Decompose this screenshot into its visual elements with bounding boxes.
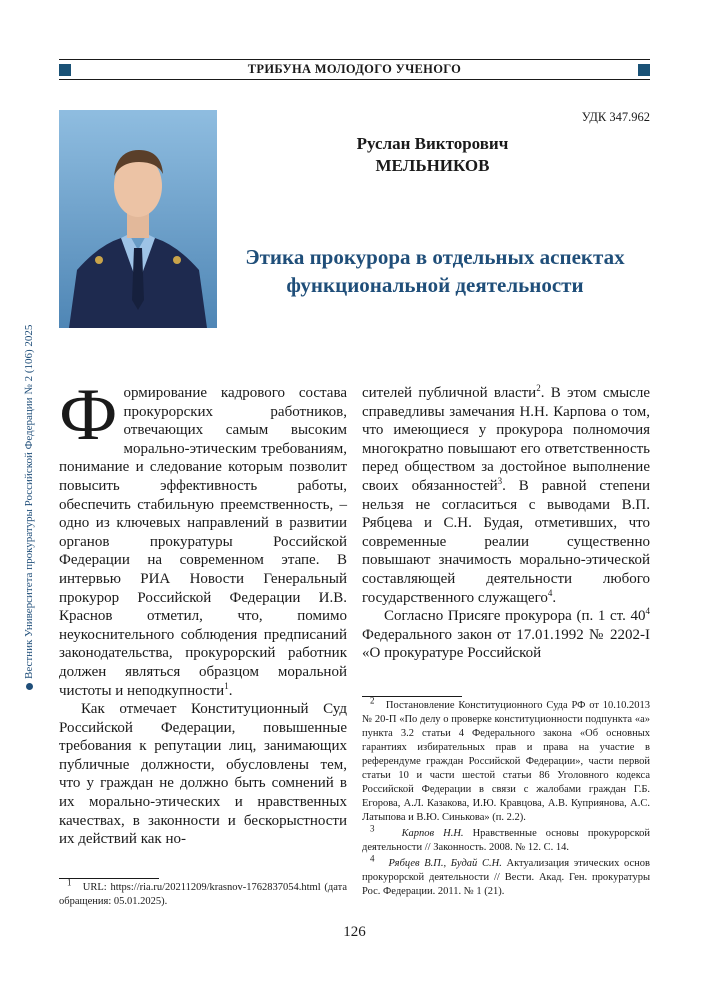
article-title [225,243,645,299]
bullet-dot-icon [26,683,33,690]
footnote-4 [362,853,650,899]
footnote-number: 3 [370,823,375,834]
paragraph-1-text: ормирование кадрового состава прокурорских работников, отвечающих самым высоким морально-этическим требованиям, понимание и следование которым позволит повысить эффективность работы, обеспечить стабильную преемственность, – одно из ключевых направлений в развитии органов прокуратуры Российской Федерации на современном этапе. В интервью РИА Новости Генеральный прокурор Российской Федерации И.В. Краснов отметил, что, помимо неукоснительного соблюдения предписаний законодательства, прокурорский работник должен являться образцом моральной чистоты и неподкупности [59,385,347,699]
paragraph-4 [362,607,650,663]
journal-name: Вестник Университета прокуратуры Российской Федерации № 2 (106) 2025 [23,324,35,679]
footnote-author: Рябцев В.П., Будай С.Н. [388,858,502,869]
footnote-number: 1 [67,877,72,888]
footnote-number: 2 [370,695,375,706]
paragraph-1-end: . [228,682,233,699]
paragraph-4-text-b: Федерального закон от 17.01.1992 № 2202-I «О прокуратуре Российской [362,626,650,662]
footnote-text: Актуализация этических основ прокурорской деятельности // Вести. Акад. Ген. прокуратуры Рос. Федерации. 2011. № 1 (21). [362,858,650,897]
paragraph-3-text-b: . В этом смысле справедливы замечания Н.Н. Карпова о том, что имеющиеся у прокурора полномочия многократно повышают его ответственность перед обществом за достойное выполнение своих обязанностей [362,385,650,494]
law-article-superscript: 4 [645,606,650,617]
drop-cap: Ф [59,374,118,456]
author-surname: МЕЛЬНИКОВ [375,156,490,175]
udk-code: УДК 347.962 [581,110,650,124]
right-column [362,384,650,663]
footnote-ref-1[interactable]: 1 [224,680,229,691]
footnote-text: URL: https://ria.ru/20211209/krasnov-1762837054.html (дата обращения: 05.01.2025). [59,882,348,907]
footnote-rule-left [59,878,159,879]
paragraph-4-text-a: Согласно Присяге прокурора (п. 1 ст. 40 [384,608,646,625]
footnote-3 [362,823,651,855]
article-title-line-1: Этика прокурора в отдельных аспектах [245,245,625,269]
left-column [59,374,347,849]
header-rule-bottom [59,79,650,80]
paragraph-3-end: . [552,589,557,606]
author-name: Руслан Викторович [356,134,509,153]
paragraph-3-text-c: . В равной степени нельзя не согласиться с выводами В.П. Рябцева и С.Н. Будая, отметивших, что современные реалии существенно повышают значимость морально-этической составляющей деятельности любого государственного служащего [362,477,650,606]
footnotes-left [59,877,348,911]
footnote-1 [59,877,348,909]
footnote-rule-right [362,696,462,697]
paragraph-3-text-a: сителей публичной власти [362,385,537,401]
footnote-text: Постановление Конституционного Суда РФ от 10.10.2013 № 20-П «По делу о проверке конституционности подпункта «а» пункта 3.2 статьи 4 Федерального закона «Об основных гарантиях избирательных прав и права на участие в референдуме граждан Российской Федерации», части первой статьи 10 и части шестой статьи 86 Уголовного кодекса Российской Федерации в связи с жалобами граждан Г.Б. Егорова, А.Л. Казакова, И.Ю. Кравцова, А.В. Куприянова, А.С. Латыпова и В.Ю. Синькова» (п. 2.2). [362,700,650,823]
paragraph-1 [59,374,347,700]
footnote-number: 4 [370,853,375,864]
page-number: 126 [343,924,366,940]
footnote-2 [362,695,650,825]
footnotes-right [362,695,651,901]
footnote-text: Нравственные основы прокурорской деятельности // Законность. 2008. № 12. С. 14. [362,828,651,853]
footnote-ref-4[interactable]: 4 [547,587,553,598]
footnote-ref-3[interactable]: 3 [497,475,503,486]
paragraph-3 [362,384,650,607]
article-title-line-2: функциональной деятельности [286,273,584,297]
journal-sidebar [23,325,35,690]
author-photo [59,110,217,328]
section-rubric: ТРИБУНА МОЛОДОГО УЧЕНОГО [247,62,462,76]
paragraph-2: Как отмечает Конституционный Суд Российской Федерации, повышенные требования к репутации лиц, занимающих публичные должности, обусловлены тем, что у граждан не должно быть сомнений в их морально-этических и нравственных качествах, в законности и бескорыстности их действий как но- [59,701,347,848]
header-rule-top [59,59,650,60]
footnote-ref-2[interactable]: 2 [536,383,541,393]
footnote-author: Карпов Н.Н. [401,828,464,839]
